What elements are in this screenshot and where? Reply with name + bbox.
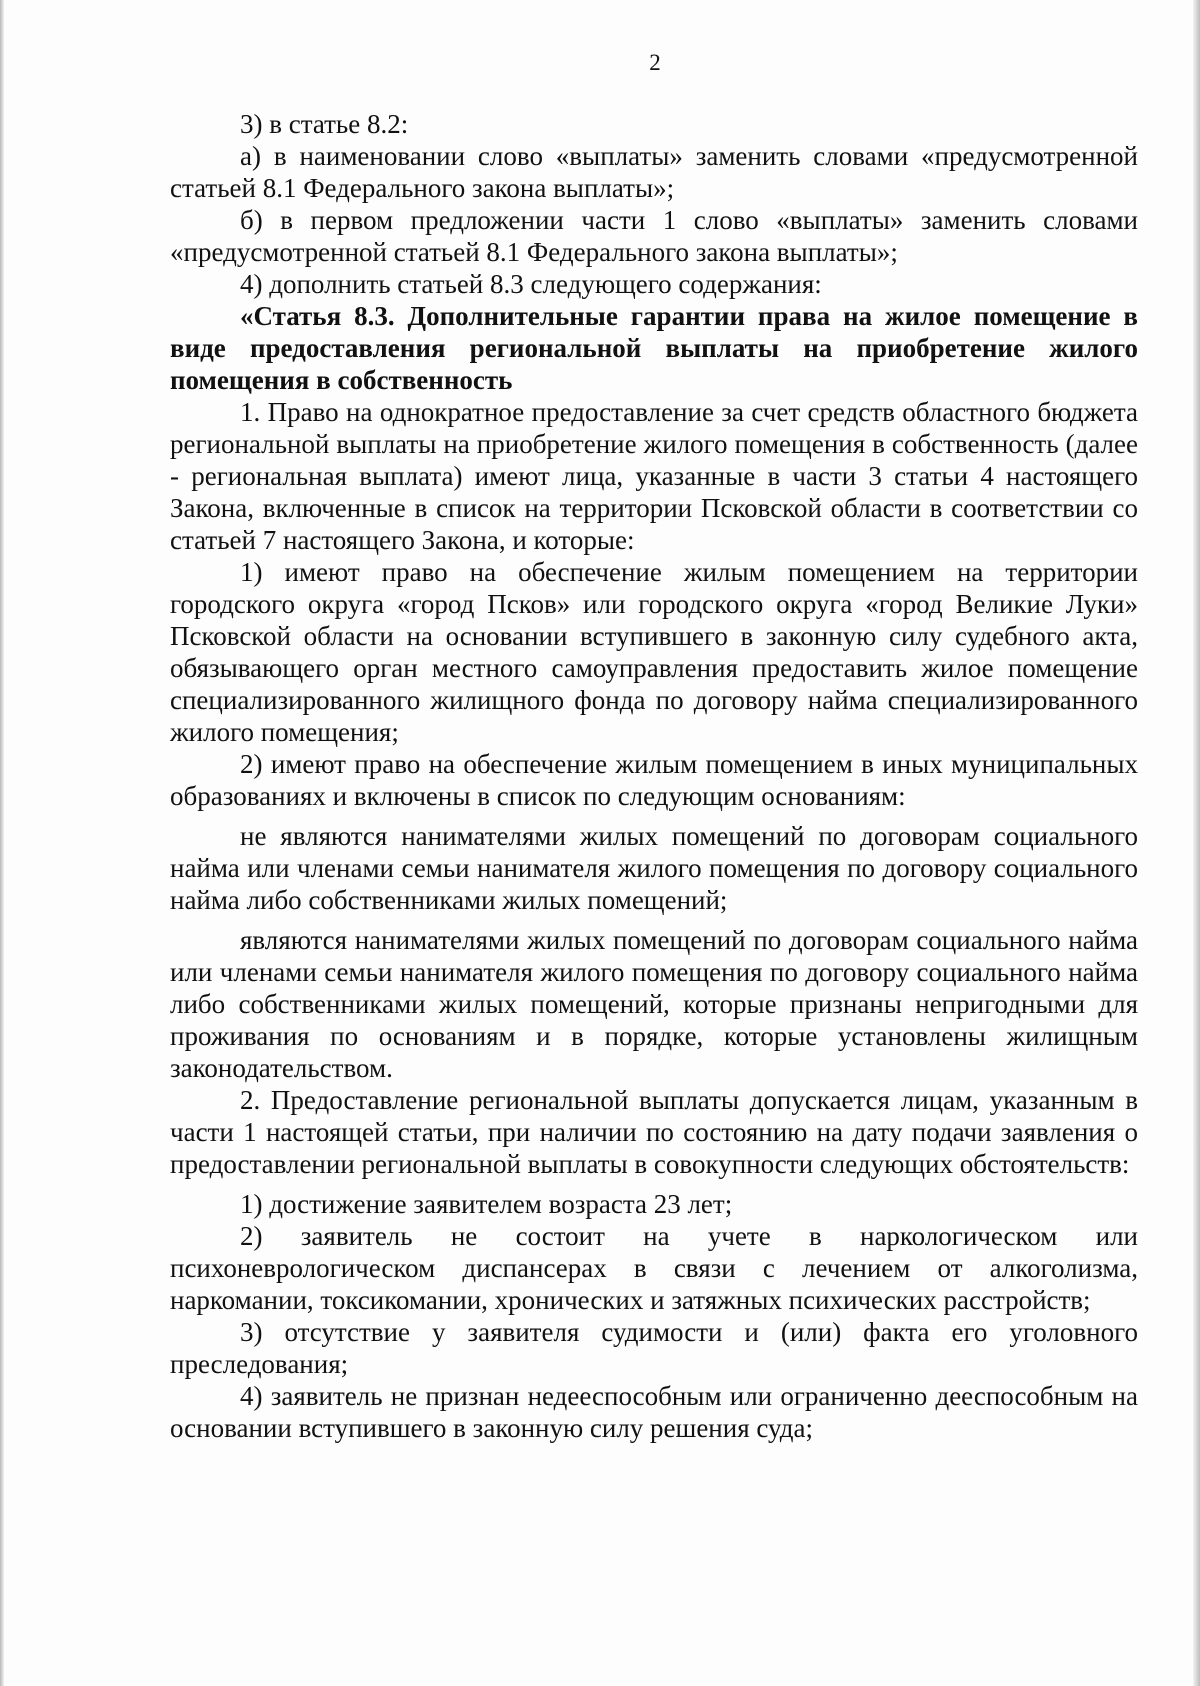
basis-not-tenants: не являются нанимателями жилых помещений по договорам социального найма или членами семьи нанимателя жилого помещения по договору социального найма либо собственниками жилых помещений; <box>170 821 1138 915</box>
page-number: 2 <box>649 50 661 75</box>
part-1-point-2: 2) имеют право на обеспечение жилым помещением в иных муниципальных образованиях и включены в список по следующим основаниям: <box>170 749 1138 811</box>
part-2-point-1: 1) достижение заявителем возраста 23 лет; <box>240 1189 733 1219</box>
subitem-b: б) в первом предложении части 1 слово «выплаты» заменить словами «предусмотренной статьей 8.1 Федерального закона выплаты»; <box>170 205 1138 267</box>
basis-unfit-housing: являются нанимателями жилых помещений по договорам социального найма или членами семьи нанимателя жилого помещения по договору социального найма либо собственниками жилых помещений, которые признаны непригодными для проживания по основаниям и в порядке, которые установлены жилищным законодательством. <box>170 925 1138 1083</box>
scan-edge-left <box>0 0 4 1686</box>
article-part-2: 2. Предоставление региональной выплаты допускается лицам, указанным в части 1 настоящей статьи, при наличии по состоянию на дату подачи заявления о предоставлении региональной выплаты в совокупности следующих обстоятельств: <box>170 1085 1138 1179</box>
scan-edge-right <box>1193 0 1200 1686</box>
item-3-heading: 3) в статье 8.2: <box>240 109 409 139</box>
part-2-point-2: 2) заявитель не состоит на учете в наркологическом или психоневрологическом диспансерах в связи с лечением от алкоголизма, наркомании, токсикомании, хронических и затяжных психических расстройств; <box>170 1221 1138 1315</box>
part-2-point-4: 4) заявитель не признан недееспособным или ограниченно дееспособным на основании вступившего в законную силу решения суда; <box>170 1381 1138 1443</box>
article-title: «Статья 8.3. Дополнительные гарантии права на жилое помещение в виде предоставления региональной выплаты на приобретение жилого помещения в собственность <box>170 301 1138 395</box>
part-1-point-1: 1) имеют право на обеспечение жилым помещением на территории городского округа «город Псков» или городского округа «город Великие Луки» Псковской области на основании вступившего в законную силу судебного акта, обязывающего орган местного самоуправления предоставить жилое помещение специализированного жилищного фонда по договору найма специализированного жилого помещения; <box>170 557 1138 747</box>
item-4-heading: 4) дополнить статьей 8.3 следующего содержания: <box>240 269 822 299</box>
part-2-point-3: 3) отсутствие у заявителя судимости и (или) факта его уголовного преследования; <box>170 1317 1138 1379</box>
document-body <box>170 108 1138 1444</box>
subitem-a: а) в наименовании слово «выплаты» заменить словами «предусмотренной статьей 8.1 Федерального закона выплаты»; <box>170 141 1138 203</box>
article-part-1: 1. Право на однократное предоставление за счет средств областного бюджета региональной выплаты на приобретение жилого помещения в собственность (далее - региональная выплата) имеют лица, указанные в части 3 статьи 4 настоящего Закона, включенные в список на территории Псковской области в соответствии со статьей 7 настоящего Закона, и которые: <box>170 397 1138 555</box>
